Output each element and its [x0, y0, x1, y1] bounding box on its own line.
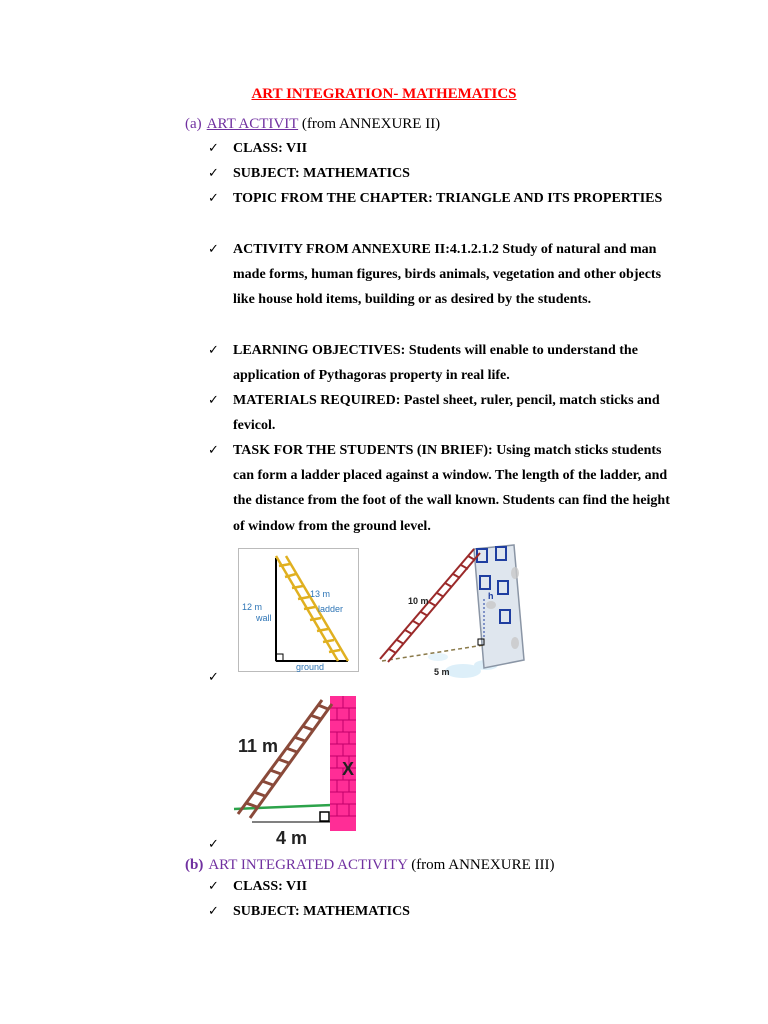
list-item: [208, 186, 678, 211]
check-icon: ✓: [208, 443, 219, 458]
check-icon: ✓: [208, 837, 219, 852]
height-label: X: [342, 759, 355, 779]
check-icon: ✓: [208, 904, 219, 919]
check-icon: ✓: [208, 670, 219, 685]
ladder-icon: [380, 549, 480, 662]
list-item-text: LEARNING OBJECTIVES: Students will enable to understand the application of Pythagoras property in real life.: [233, 343, 638, 384]
ladder-icon: [238, 700, 332, 818]
list-item-text: SUBJECT: MATHEMATICS: [233, 904, 410, 919]
check-icon: ✓: [208, 242, 219, 257]
list-item: [208, 388, 678, 438]
list-item: [208, 438, 678, 539]
check-icon: ✓: [208, 343, 219, 358]
base-length-label: 4 m: [276, 828, 308, 848]
check-icon: ✓: [208, 191, 219, 206]
list-item-text: CLASS: VII: [233, 879, 308, 894]
list-item-text: MATERIALS REQUIRED: Pastel sheet, ruler, pencil, match sticks and fevicol.: [233, 393, 660, 434]
list-item: [208, 161, 678, 186]
list-item: [208, 237, 678, 313]
ladder-triangle-figure: [238, 548, 359, 672]
list-item: [208, 136, 678, 161]
list-item-text: CLASS: VII: [233, 141, 308, 156]
section-b-heading: [185, 857, 555, 874]
check-icon: ✓: [208, 393, 219, 408]
list-item-text: SUBJECT: MATHEMATICS: [233, 166, 410, 181]
list-item: [208, 874, 678, 899]
ground-label: ground: [296, 662, 325, 672]
building-wall: [474, 545, 524, 668]
section-b-link[interactable]: ART INTEGRATED ACTIVITY: [208, 857, 408, 873]
section-b-marker: (b): [185, 857, 204, 873]
ladder-building-figure: [378, 543, 538, 683]
list-item-text: ACTIVITY FROM ANNEXURE II:4.1.2.1.2 Study of natural and man made forms, human figures, birds animals, vegetation and other objects like house hold items, building or as desired by the students.: [233, 242, 662, 308]
ground-line: [234, 805, 332, 809]
section-b-source: (from ANNEXURE III): [411, 857, 555, 873]
list-item-text: TASK FOR THE STUDENTS (IN BRIEF): Using match sticks students can form a ladder placed against a window. The length of the ladder, and the distance from the foot of the wall known. Students can find the height of window from the ground level.: [233, 443, 670, 534]
section-a-marker: (a): [185, 116, 202, 132]
page-title: ART INTEGRATION- MATHEMATICS: [251, 86, 517, 102]
side-label: 12 m: [242, 602, 263, 612]
check-icon: ✓: [208, 879, 219, 894]
section-a-heading: [185, 116, 440, 133]
list-item-text: TOPIC FROM THE CHAPTER: TRIANGLE AND ITS PROPERTIES: [233, 191, 663, 206]
base-length-label: 5 m: [434, 667, 450, 677]
height-label: h: [488, 591, 494, 601]
wall-label: wall: [256, 613, 272, 623]
hypotenuse-label: 13 m: [310, 589, 331, 599]
list-item: [208, 899, 678, 924]
right-angle-mark: [320, 812, 329, 821]
section-a-link[interactable]: ART ACTIVIT: [206, 116, 299, 132]
check-icon: ✓: [208, 141, 219, 156]
list-item: [208, 338, 678, 388]
check-icon: ✓: [208, 166, 219, 181]
ladder-length-label: 11 m: [238, 736, 279, 756]
section-a-source: (from ANNEXURE II): [301, 116, 441, 132]
ladder-brick-wall-figure: [232, 690, 366, 850]
ladder-label: ladder: [318, 604, 344, 614]
ladder-length-label: 10 m: [408, 596, 429, 606]
